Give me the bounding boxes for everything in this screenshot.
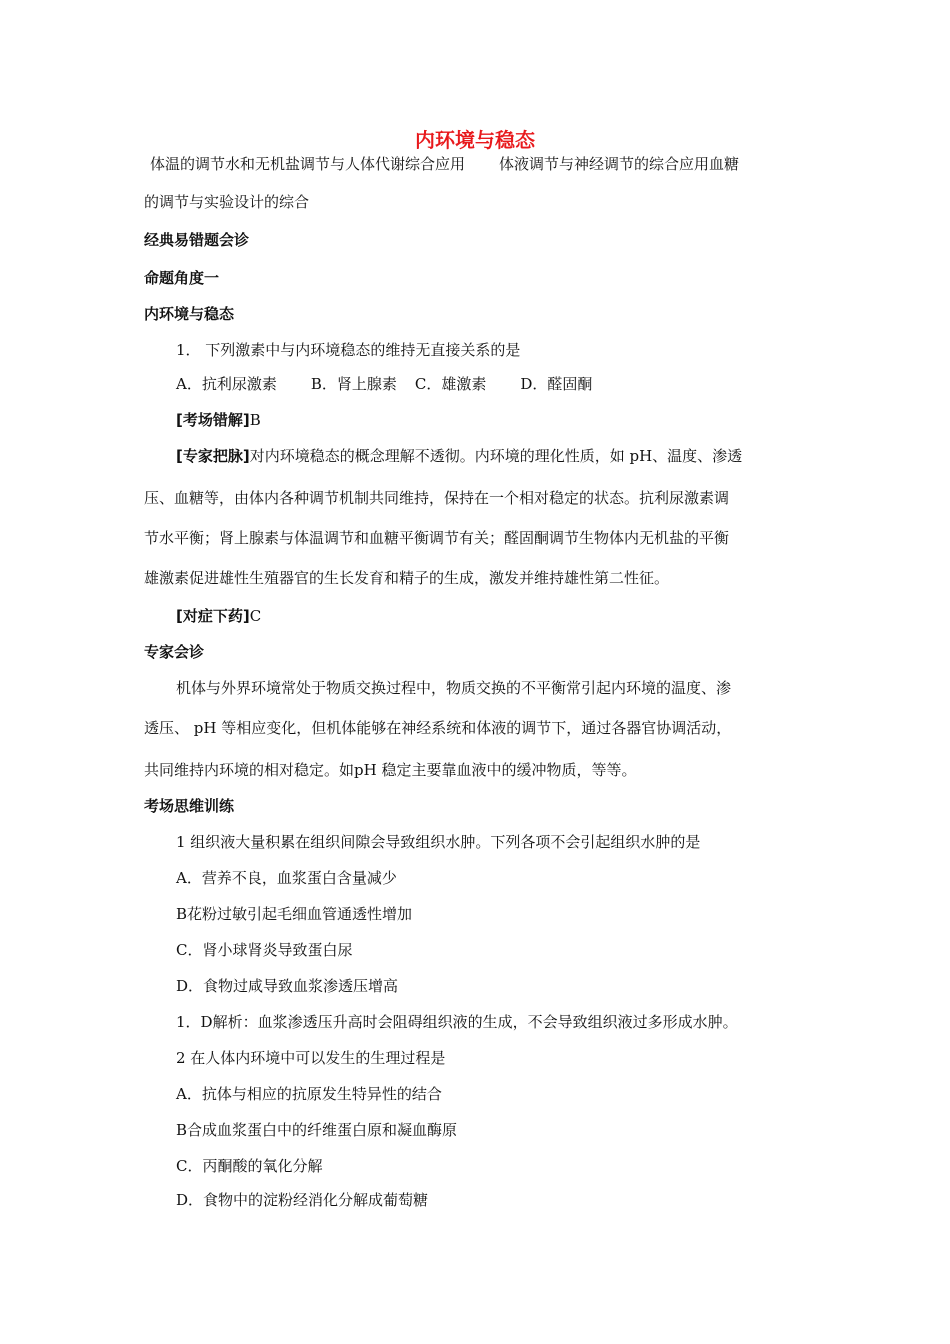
q1-expert-pulse-line-2: 压、血糖等，由体内各种调节机制共同维持，保持在一个相对稳定的状态。抗利尿激素调	[144, 489, 730, 507]
training-q1-option-c: C．肾小球肾炎导致蛋白尿	[176, 941, 353, 959]
expert-pulse-text-1: 对内环境稳态的概念理解不透彻。内环境的理化性质，如 pH、温度、渗透	[249, 447, 743, 465]
heading-classic-errors: 经典易错题会诊	[144, 231, 250, 249]
q1-option-b: B．肾上腺素	[310, 375, 397, 393]
q1-wrong-answer	[176, 410, 261, 430]
expert-text-line-2: 透压、 pH 等相应变化，但机体能够在神经系统和体液的调节下，通过各器官协调活动，	[144, 719, 732, 737]
expert-text-line-1: 机体与外界环境常处于物质交换过程中，物质交换的不平衡常引起内环境的温度、渗	[176, 679, 732, 697]
training-q2-option-c: C．丙酮酸的氧化分解	[176, 1157, 323, 1175]
training-q1-option-b: B花粉过敏引起毛细血管通透性增加	[176, 905, 413, 923]
training-q2-option-d: D．食物中的淀粉经消化分解成葡萄糖	[176, 1191, 429, 1209]
q1-option-a: A．抗利尿激素	[176, 375, 277, 393]
training-q1-option-a: A．营养不良，血浆蛋白含量减少	[176, 869, 397, 887]
subtitle-line-1	[150, 154, 739, 174]
q1-correct-answer	[176, 606, 261, 626]
q1-expert-pulse-line-4: 雄激素促进雄性生殖器官的生长发育和精子的生成，激发并维持雄性第二性征。	[144, 569, 670, 587]
q1-expert-pulse-line-1	[176, 446, 742, 466]
heading-topic: 内环境与稳态	[144, 305, 235, 323]
subtitle-line-2: 的调节与实验设计的综合	[144, 193, 310, 211]
training-q1-option-d: D．食物过咸导致血浆渗透压增高	[176, 977, 399, 995]
heading-expert-consult: 专家会诊	[144, 643, 205, 661]
training-q2-stem: 2 在人体内环境中可以发生的生理过程是	[176, 1049, 446, 1067]
subtitle-part-b: 体液调节与神经调节的综合应用血糖	[499, 155, 740, 173]
heading-training: 考场思维训练	[144, 797, 235, 815]
wrong-answer-tag: [考场错解]	[176, 411, 250, 429]
training-q1-stem: 1 组织液大量积累在组织间隙会导致组织水肿。下列各项不会引起组织水肿的是	[176, 833, 701, 851]
expert-pulse-tag: [专家把脉]	[176, 447, 250, 465]
wrong-answer-value: B	[249, 411, 261, 429]
q1-expert-pulse-line-3: 节水平衡；肾上腺素与体温调节和血糖平衡调节有关；醛固酮调节生物体内无机盐的平衡	[144, 529, 730, 547]
expert-text-line-3: 共同维持内环境的相对稳定。如pH 稳定主要靠血液中的缓冲物质，等等。	[144, 761, 637, 779]
q1-option-c: C．雄激素	[414, 375, 487, 393]
training-q2-option-a: A．抗体与相应的抗原发生特异性的结合	[176, 1085, 442, 1103]
training-q2-option-b: B合成血浆蛋白中的纤维蛋白原和凝血酶原	[176, 1121, 458, 1139]
question-1-options	[176, 374, 592, 394]
heading-angle-one: 命题角度一	[144, 269, 220, 287]
page-title: 内环境与稳态	[415, 128, 535, 152]
subtitle-part-a: 体温的调节水和无机盐调节与人体代谢综合应用	[150, 155, 466, 173]
correct-answer-value: C	[249, 607, 262, 625]
training-q1-answer: 1．D解析：血浆渗透压升高时会阻碍组织液的生成，不会导致组织液过多形成水肿。	[176, 1013, 738, 1031]
question-1-stem: 1． 下列激素中与内环境稳态的维持无直接关系的是	[176, 341, 521, 359]
q1-option-d: D．醛固酮	[520, 375, 593, 393]
correct-answer-tag: [对症下药]	[176, 607, 250, 625]
